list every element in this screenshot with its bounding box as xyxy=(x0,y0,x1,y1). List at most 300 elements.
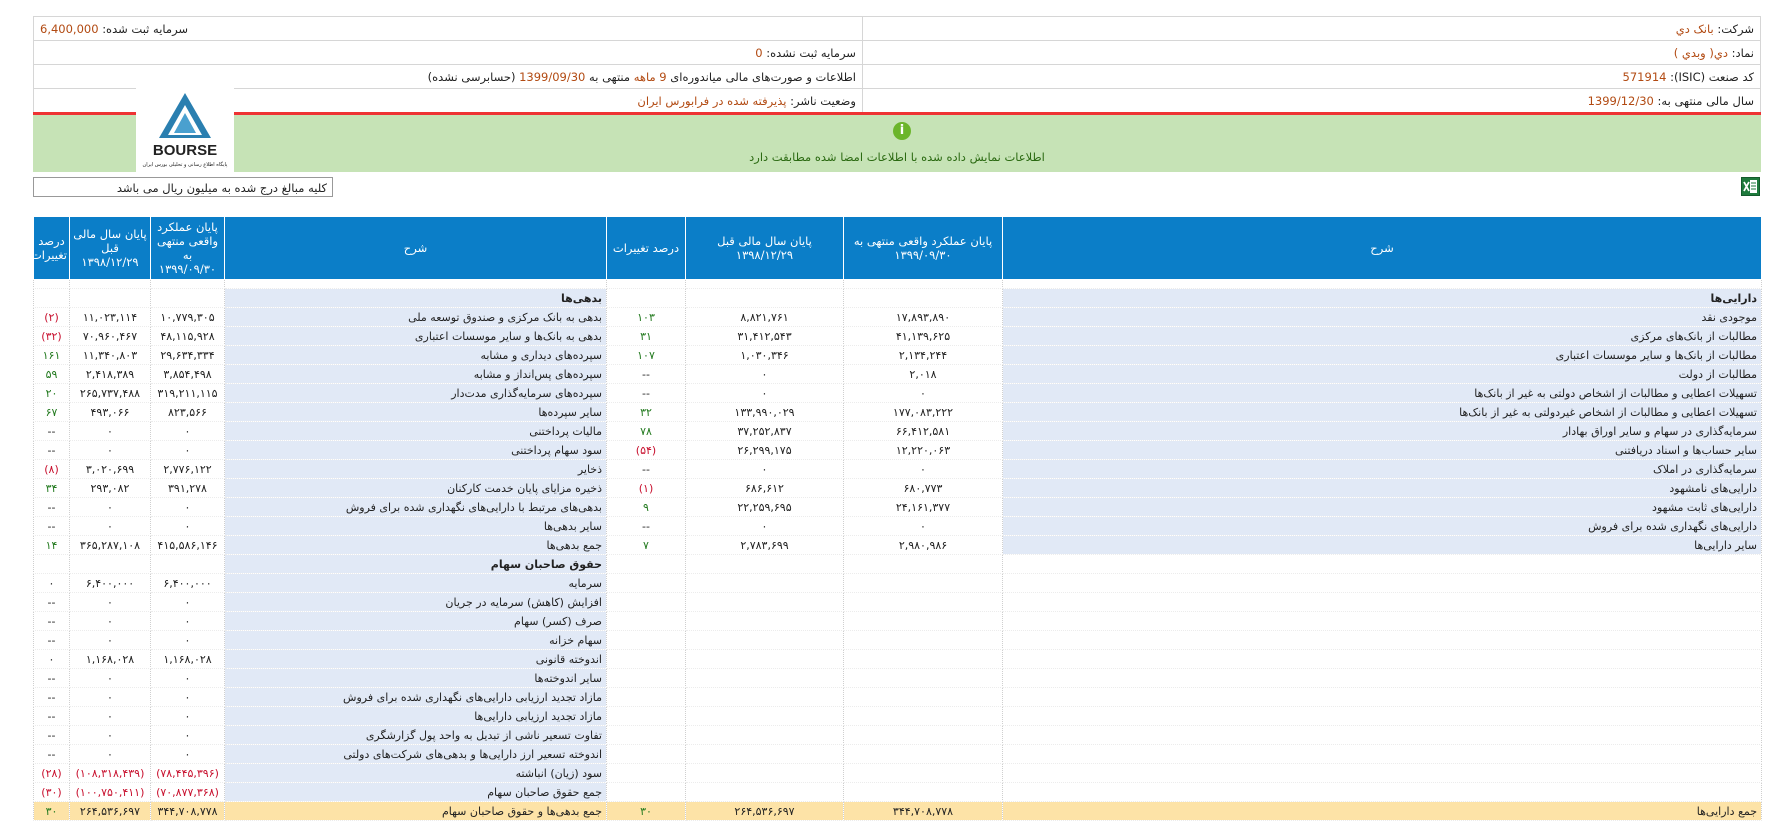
asset-desc: دارایی‌های نامشهود xyxy=(1003,479,1762,498)
asset-change: -- xyxy=(607,384,686,403)
grand-total-right-current: ۳۴۴,۷۰۸,۷۷۸ xyxy=(844,802,1003,821)
table-row xyxy=(34,460,1762,479)
table-body xyxy=(34,280,1762,821)
liability-desc: اندوخته تسعیر ارز دارایی‌ها و بدهی‌های شرکت‌های دولتی xyxy=(225,745,607,764)
grand-total-right-change: ۳۰ xyxy=(607,802,686,821)
liability-change: ۰ xyxy=(34,574,70,593)
asset-change: ۷ xyxy=(607,536,686,555)
col-desc-right: شرح xyxy=(1003,217,1762,280)
publisher-status-value: پذیرفته شده در فرابورس ایران xyxy=(637,93,787,108)
liability-current xyxy=(151,289,225,308)
asset-change: ۳۱ xyxy=(607,327,686,346)
empty-cell xyxy=(686,612,844,631)
company-label: شرکت: xyxy=(1717,21,1754,36)
asset-change: -- xyxy=(607,460,686,479)
empty-cell xyxy=(1003,726,1762,745)
liability-previous: ۰ xyxy=(70,517,151,536)
asset-current: ۲۴,۱۶۱,۳۷۷ xyxy=(844,498,1003,517)
table-row xyxy=(34,403,1762,422)
liability-current: ۰ xyxy=(151,593,225,612)
empty-cell xyxy=(686,650,844,669)
liability-current: ۲۹,۶۳۴,۳۳۴ xyxy=(151,346,225,365)
liability-previous: ۱,۱۶۸,۰۲۸ xyxy=(70,650,151,669)
asset-desc: مطالبات از بانک‌ها و سایر موسسات اعتباری xyxy=(1003,346,1762,365)
liability-desc: سهام خزانه xyxy=(225,631,607,650)
liability-current: ۰ xyxy=(151,498,225,517)
reg-capital-cell xyxy=(34,17,863,41)
empty-cell xyxy=(1003,593,1762,612)
liability-previous: ۷۰,۹۶۰,۴۶۷ xyxy=(70,327,151,346)
empty-cell xyxy=(607,745,686,764)
asset-current: ۰ xyxy=(844,460,1003,479)
liability-desc: بدهی‌های مرتبط با دارایی‌های نگهداری شده برای فروش xyxy=(225,498,607,517)
liability-previous: ۳,۰۲۰,۶۹۹ xyxy=(70,460,151,479)
grand-total-left-change: ۳۰ xyxy=(34,802,70,821)
liability-change: -- xyxy=(34,631,70,650)
liability-desc: سود سهام پرداختنی xyxy=(225,441,607,460)
empty-cell xyxy=(607,707,686,726)
empty-cell xyxy=(1003,555,1762,574)
asset-current: ۱۷۷,۰۸۳,۲۲۲ xyxy=(844,403,1003,422)
table-row xyxy=(34,517,1762,536)
empty-cell xyxy=(686,726,844,745)
liability-current: (۷۸,۴۴۵,۳۹۶) xyxy=(151,764,225,783)
empty-cell xyxy=(607,555,686,574)
liability-previous: ۰ xyxy=(70,498,151,517)
table-row xyxy=(34,612,1762,631)
empty-cell xyxy=(844,555,1003,574)
empty-cell xyxy=(844,650,1003,669)
empty-cell xyxy=(686,669,844,688)
liability-change: (۲۸) xyxy=(34,764,70,783)
liability-change: -- xyxy=(34,441,70,460)
liability-change: (۳۰) xyxy=(34,783,70,802)
liability-previous: ۰ xyxy=(70,688,151,707)
asset-desc: تسهیلات اعطایی و مطالبات از اشخاص دولتی به غیر از بانک‌ها xyxy=(1003,384,1762,403)
liability-desc: مازاد تجدید ارزیابی دارایی‌ها xyxy=(225,707,607,726)
table-row xyxy=(34,574,1762,593)
col-desc-left: شرح xyxy=(225,217,607,280)
company-cell xyxy=(862,17,1760,41)
liability-previous: ۶,۴۰۰,۰۰۰ xyxy=(70,574,151,593)
empty-cell xyxy=(607,650,686,669)
grand-total-left-previous: ۲۶۴,۵۳۶,۶۹۷ xyxy=(70,802,151,821)
reg-capital-value: 6,400,000 xyxy=(40,21,99,36)
liability-desc: سپرده‌های سرمایه‌گذاری مدت‌دار xyxy=(225,384,607,403)
asset-previous: ۳۷,۲۵۲,۸۳۷ xyxy=(686,422,844,441)
asset-change xyxy=(607,289,686,308)
liability-previous xyxy=(70,289,151,308)
publisher-status-label: وضعیت ناشر: xyxy=(790,93,856,108)
col-previous-right: پایان سال مالی قبل ۱۳۹۸/۱۲/۲۹ xyxy=(686,217,844,280)
liability-previous: ۰ xyxy=(70,745,151,764)
liability-change: -- xyxy=(34,669,70,688)
asset-previous: ۲۶,۲۹۹,۱۷۵ xyxy=(686,441,844,460)
liability-desc: افزایش (کاهش) سرمایه در جریان xyxy=(225,593,607,612)
liability-desc: ذخیره مزایای پایان خدمت کارکنان xyxy=(225,479,607,498)
asset-previous: ۰ xyxy=(686,384,844,403)
liability-current: ۰ xyxy=(151,517,225,536)
empty-cell xyxy=(1003,745,1762,764)
table-row xyxy=(34,650,1762,669)
liability-desc: سایر سپرده‌ها xyxy=(225,403,607,422)
liability-change: (۸) xyxy=(34,460,70,479)
table-row xyxy=(34,498,1762,517)
liability-previous: ۳۶۵,۲۸۷,۱۰۸ xyxy=(70,536,151,555)
liability-desc: سپرده‌های دیداری و مشابه xyxy=(225,346,607,365)
liability-previous: ۰ xyxy=(70,441,151,460)
liability-current: ۲,۷۷۶,۱۲۲ xyxy=(151,460,225,479)
spacer-cell xyxy=(70,280,151,289)
report-period: 9 ماهه xyxy=(633,69,667,84)
liability-current: ۰ xyxy=(151,422,225,441)
col-current-right: پایان عملکرد واقعی منتهی به ۱۳۹۹/۰۹/۳۰ xyxy=(844,217,1003,280)
liability-change xyxy=(34,555,70,574)
asset-change: ۱۰۳ xyxy=(607,308,686,327)
asset-desc: تسهیلات اعطایی و مطالبات از اشخاص غیردولتی به غیر از بانک‌ها xyxy=(1003,403,1762,422)
asset-current xyxy=(844,289,1003,308)
asset-desc: مطالبات از دولت xyxy=(1003,365,1762,384)
empty-cell xyxy=(1003,574,1762,593)
liability-desc: جمع بدهی‌ها xyxy=(225,536,607,555)
asset-change: ۱۰۷ xyxy=(607,346,686,365)
liability-previous: ۰ xyxy=(70,593,151,612)
liability-current: ۰ xyxy=(151,631,225,650)
liability-change: ۲۰ xyxy=(34,384,70,403)
liability-current: ۴۸,۱۱۵,۹۲۸ xyxy=(151,327,225,346)
liability-previous: ۱۱,۳۴۰,۸۰۳ xyxy=(70,346,151,365)
asset-current: ۶۶,۴۱۲,۵۸۱ xyxy=(844,422,1003,441)
col-previous-left: پایان سال مالی قبل ۱۳۹۸/۱۲/۲۹ xyxy=(70,217,151,280)
empty-cell xyxy=(844,593,1003,612)
asset-previous: ۲۲,۲۵۹,۶۹۵ xyxy=(686,498,844,517)
asset-previous: ۱,۰۳۰,۳۴۶ xyxy=(686,346,844,365)
liability-previous: ۰ xyxy=(70,422,151,441)
liability-current: ۸۲۳,۵۶۶ xyxy=(151,403,225,422)
col-change-right: درصد تغییرات xyxy=(607,217,686,280)
asset-previous: ۲,۷۸۳,۶۹۹ xyxy=(686,536,844,555)
empty-cell xyxy=(1003,764,1762,783)
liability-desc: سود (زیان) انباشته xyxy=(225,764,607,783)
table-row xyxy=(34,327,1762,346)
empty-cell xyxy=(607,593,686,612)
reg-capital-label: سرمایه ثبت شده: xyxy=(102,21,189,36)
liability-change: -- xyxy=(34,745,70,764)
asset-desc: موجودی نقد xyxy=(1003,308,1762,327)
liability-previous: ۲۹۳,۰۸۲ xyxy=(70,479,151,498)
liability-desc: سایر اندوخته‌ها xyxy=(225,669,607,688)
table-row xyxy=(34,783,1762,802)
asset-current: ۴۱,۱۳۹,۶۲۵ xyxy=(844,327,1003,346)
asset-desc: سرمایه‌گذاری در سهام و سایر اوراق بهادار xyxy=(1003,422,1762,441)
liability-change: ۵۹ xyxy=(34,365,70,384)
liability-change: (۳۲) xyxy=(34,327,70,346)
table-row xyxy=(34,308,1762,327)
excel-export-icon[interactable] xyxy=(1741,177,1760,196)
liability-current: ۰ xyxy=(151,441,225,460)
table-row xyxy=(34,346,1762,365)
spacer-cell xyxy=(34,280,70,289)
empty-cell xyxy=(686,707,844,726)
empty-cell xyxy=(844,783,1003,802)
empty-cell xyxy=(1003,612,1762,631)
empty-cell xyxy=(686,764,844,783)
symbol-value[interactable]: دي( وبدي ) xyxy=(1673,45,1728,60)
liability-previous: ۰ xyxy=(70,669,151,688)
liability-current: ۰ xyxy=(151,707,225,726)
liability-change: (۲) xyxy=(34,308,70,327)
liability-desc: تفاوت تسعیر ناشی از تبدیل به واحد پول گزارشگری xyxy=(225,726,607,745)
empty-cell xyxy=(686,688,844,707)
liability-change: -- xyxy=(34,688,70,707)
empty-cell xyxy=(1003,669,1762,688)
empty-cell xyxy=(1003,631,1762,650)
grand-total-row xyxy=(34,802,1762,821)
liability-change: ۶۷ xyxy=(34,403,70,422)
asset-current: ۰ xyxy=(844,517,1003,536)
bourse-logo-graphic xyxy=(136,83,234,173)
empty-cell xyxy=(607,574,686,593)
grand-total-left-current: ۳۴۴,۷۰۸,۷۷۸ xyxy=(151,802,225,821)
empty-cell xyxy=(844,612,1003,631)
liability-change xyxy=(34,289,70,308)
liability-current: ۰ xyxy=(151,745,225,764)
empty-cell xyxy=(686,593,844,612)
spacer-cell xyxy=(151,280,225,289)
table-row xyxy=(34,707,1762,726)
liability-desc: صرف (کسر) سهام xyxy=(225,612,607,631)
empty-cell xyxy=(1003,688,1762,707)
liability-previous: ۰ xyxy=(70,726,151,745)
report-title-pre: اطلاعات و صورت‌های مالی میاندوره‌ای xyxy=(670,69,856,84)
empty-cell xyxy=(844,631,1003,650)
liability-desc: سرمایه xyxy=(225,574,607,593)
balance-sheet-table xyxy=(30,216,1762,821)
col-current-left: پایان عملکرد واقعی منتهی به ۱۳۹۹/۰۹/۳۰ xyxy=(151,217,225,280)
liability-current: ۴۱۵,۵۸۶,۱۴۶ xyxy=(151,536,225,555)
liability-desc: ذخایر xyxy=(225,460,607,479)
asset-current: ۱۷,۸۹۳,۸۹۰ xyxy=(844,308,1003,327)
asset-previous: ۰ xyxy=(686,460,844,479)
table-row xyxy=(34,631,1762,650)
empty-cell xyxy=(844,764,1003,783)
asset-change: -- xyxy=(607,517,686,536)
empty-cell xyxy=(686,574,844,593)
isic-label: کد صنعت (ISIC): xyxy=(1670,69,1754,84)
asset-change: (۱) xyxy=(607,479,686,498)
spacer-cell xyxy=(1003,280,1762,289)
liability-current: ۰ xyxy=(151,669,225,688)
asset-previous: ۰ xyxy=(686,517,844,536)
liability-change: ۱۶۱ xyxy=(34,346,70,365)
table-row xyxy=(34,688,1762,707)
liability-change: -- xyxy=(34,726,70,745)
liability-change: -- xyxy=(34,593,70,612)
units-note: کلیه مبالغ درج شده به میلیون ریال می باشد xyxy=(33,177,333,197)
grand-total-left-desc: جمع بدهی‌ها و حقوق صاحبان سهام xyxy=(225,802,607,821)
liability-previous: ۲۶۵,۷۳۷,۴۸۸ xyxy=(70,384,151,403)
notice-text: اطلاعات نمایش داده شده با اطلاعات امضا شده مطابقت دارد xyxy=(749,150,1045,164)
liability-desc: اندوخته قانونی xyxy=(225,650,607,669)
empty-cell xyxy=(1003,650,1762,669)
grand-total-right-desc: جمع دارایی‌ها xyxy=(1003,802,1762,821)
liability-previous: (۱۰۸,۳۱۸,۴۳۹) xyxy=(70,764,151,783)
asset-previous: ۶۸۶,۶۱۲ xyxy=(686,479,844,498)
company-value[interactable]: بانک دي xyxy=(1675,21,1714,36)
liability-previous: ۲,۴۱۸,۳۸۹ xyxy=(70,365,151,384)
liability-desc: سپرده‌های پس‌انداز و مشابه xyxy=(225,365,607,384)
liability-change: ۱۴ xyxy=(34,536,70,555)
spacer-cell xyxy=(844,280,1003,289)
liability-current: ۰ xyxy=(151,726,225,745)
liability-change: -- xyxy=(34,498,70,517)
spacer-cell xyxy=(607,280,686,289)
liability-desc: جمع حقوق صاحبان سهام xyxy=(225,783,607,802)
asset-change: ۷۸ xyxy=(607,422,686,441)
empty-cell xyxy=(607,612,686,631)
table-row xyxy=(34,441,1762,460)
liability-change: -- xyxy=(34,517,70,536)
report-title-post: (حسابرسی نشده) xyxy=(427,69,516,84)
asset-desc: مطالبات از بانک‌های مرکزی xyxy=(1003,327,1762,346)
liability-change: ۰ xyxy=(34,650,70,669)
empty-cell xyxy=(686,555,844,574)
liability-current: ۳۱۹,۲۱۱,۱۱۵ xyxy=(151,384,225,403)
table-row xyxy=(34,422,1762,441)
liability-change: -- xyxy=(34,612,70,631)
liability-current: ۰ xyxy=(151,612,225,631)
empty-cell xyxy=(1003,707,1762,726)
asset-change: ۳۲ xyxy=(607,403,686,422)
liability-section-title: حقوق صاحبان سهام xyxy=(225,555,607,574)
liability-previous xyxy=(70,555,151,574)
asset-change: ۹ xyxy=(607,498,686,517)
asset-previous: ۱۳۳,۹۹۰,۰۲۹ xyxy=(686,403,844,422)
spacer-row xyxy=(34,280,1762,289)
asset-current: ۱۲,۲۲۰,۰۶۳ xyxy=(844,441,1003,460)
empty-cell xyxy=(844,669,1003,688)
empty-cell xyxy=(844,707,1003,726)
table-header-row xyxy=(34,217,1762,280)
symbol-label: نماد: xyxy=(1731,45,1754,60)
asset-desc: سرمایه‌گذاری در املاک xyxy=(1003,460,1762,479)
asset-current: ۰ xyxy=(844,384,1003,403)
unreg-capital-value: 0 xyxy=(755,45,763,60)
table-row xyxy=(34,726,1762,745)
liability-current: (۷۰,۸۷۷,۳۶۸) xyxy=(151,783,225,802)
symbol-cell xyxy=(862,41,1760,65)
report-title-mid: منتهی به xyxy=(589,69,631,84)
asset-current: ۲,۰۱۸ xyxy=(844,365,1003,384)
liability-desc: مالیات پرداختنی xyxy=(225,422,607,441)
liability-change: -- xyxy=(34,707,70,726)
table-row xyxy=(34,764,1762,783)
asset-desc: دارایی‌های ثابت مشهود xyxy=(1003,498,1762,517)
liability-previous: ۴۹۳,۰۶۶ xyxy=(70,403,151,422)
asset-change: (۵۴) xyxy=(607,441,686,460)
empty-cell xyxy=(607,688,686,707)
info-icon: i xyxy=(893,122,911,140)
liability-current: ۳,۸۵۴,۴۹۸ xyxy=(151,365,225,384)
col-change-left: درصد تغییرات xyxy=(34,217,70,280)
liability-desc: مازاد تجدید ارزیابی دارایی‌های نگهداری شده برای فروش xyxy=(225,688,607,707)
empty-cell xyxy=(844,745,1003,764)
empty-cell xyxy=(1003,783,1762,802)
empty-cell xyxy=(686,631,844,650)
asset-desc: سایر دارایی‌ها xyxy=(1003,536,1762,555)
empty-cell xyxy=(686,783,844,802)
fiscal-year-value: 1399/12/30 xyxy=(1587,93,1654,108)
liability-previous: ۰ xyxy=(70,631,151,650)
asset-desc: دارایی‌های نگهداری شده برای فروش xyxy=(1003,517,1762,536)
table-row xyxy=(34,365,1762,384)
asset-desc: سایر حساب‌ها و اسناد دریافتنی xyxy=(1003,441,1762,460)
spacer-cell xyxy=(225,280,607,289)
liability-current xyxy=(151,555,225,574)
table-row xyxy=(34,745,1762,764)
logo-caption: پایگاه اطلاع رسانی و تحلیلی بورس ایران xyxy=(142,162,228,168)
fiscal-year-label: سال مالی منتهی به: xyxy=(1657,93,1754,108)
liability-previous: ۱۱,۰۲۳,۱۱۴ xyxy=(70,308,151,327)
liability-previous: ۰ xyxy=(70,612,151,631)
liability-change: ۳۴ xyxy=(34,479,70,498)
table-row xyxy=(34,536,1762,555)
asset-previous: ۳۱,۴۱۲,۵۴۳ xyxy=(686,327,844,346)
empty-cell xyxy=(607,669,686,688)
company-info-table xyxy=(33,16,1761,113)
report-date: 1399/09/30 xyxy=(519,69,586,84)
empty-cell xyxy=(607,783,686,802)
liability-current: ۶,۴۰۰,۰۰۰ xyxy=(151,574,225,593)
liability-change: -- xyxy=(34,422,70,441)
unreg-capital-label: سرمایه ثبت نشده: xyxy=(766,45,856,60)
asset-current: ۲,۹۸۰,۹۸۶ xyxy=(844,536,1003,555)
liability-previous: (۱۰۰,۷۵۰,۴۱۱) xyxy=(70,783,151,802)
table-row xyxy=(34,593,1762,612)
isic-value: 571914 xyxy=(1622,69,1667,84)
spacer-cell xyxy=(686,280,844,289)
empty-cell xyxy=(607,631,686,650)
unreg-capital-cell xyxy=(34,41,863,65)
fiscal-year-cell xyxy=(862,89,1760,113)
empty-cell xyxy=(844,574,1003,593)
table-row xyxy=(34,384,1762,403)
asset-section-title: دارایی‌ها xyxy=(1003,289,1762,308)
logo-name: BOURSE xyxy=(152,142,218,159)
empty-cell xyxy=(607,726,686,745)
empty-cell xyxy=(844,688,1003,707)
table-row xyxy=(34,555,1762,574)
asset-previous xyxy=(686,289,844,308)
isic-cell xyxy=(862,65,1760,89)
liability-section-title: بدهی‌ها xyxy=(225,289,607,308)
table-row xyxy=(34,479,1762,498)
asset-change: -- xyxy=(607,365,686,384)
liability-current: ۰ xyxy=(151,688,225,707)
empty-cell xyxy=(686,745,844,764)
liability-previous: ۰ xyxy=(70,707,151,726)
bourse-logo xyxy=(136,83,234,173)
asset-previous: ۰ xyxy=(686,365,844,384)
liability-current: ۱۰,۷۷۹,۳۰۵ xyxy=(151,308,225,327)
table-row xyxy=(34,669,1762,688)
empty-cell xyxy=(607,764,686,783)
liability-desc: بدهی به بانک‌ها و سایر موسسات اعتباری xyxy=(225,327,607,346)
liability-desc: سایر بدهی‌ها xyxy=(225,517,607,536)
asset-previous: ۸,۸۲۱,۷۶۱ xyxy=(686,308,844,327)
asset-current: ۲,۱۳۴,۲۴۴ xyxy=(844,346,1003,365)
liability-current: ۳۹۱,۲۷۸ xyxy=(151,479,225,498)
